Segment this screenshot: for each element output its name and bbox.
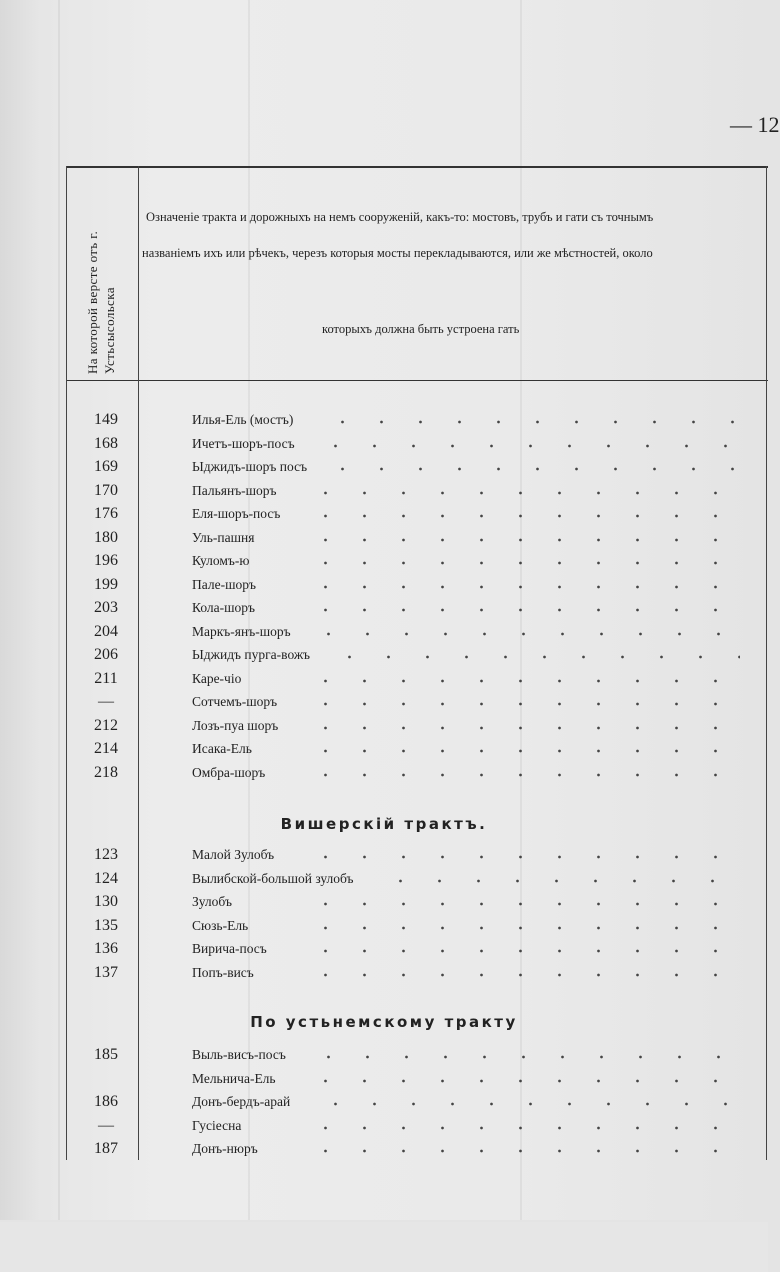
structure-name-cell: Уль-пашня xyxy=(192,529,255,545)
verst-cell: 214 xyxy=(94,740,118,757)
dot-leader xyxy=(300,1142,740,1156)
dot-leader xyxy=(317,413,740,427)
section-ustnem-trakt-title: По устьнемскому тракту xyxy=(250,1013,518,1031)
structure-name-cell: Выль-висъ-посъ xyxy=(192,1047,286,1062)
dot-leader xyxy=(300,719,740,733)
verst-cell: 136 xyxy=(94,940,118,957)
structure-name-cell: Мельнича-Ель xyxy=(192,1070,276,1086)
page-margin xyxy=(0,1222,768,1272)
table-row xyxy=(0,892,768,915)
dot-leader xyxy=(300,531,740,545)
verst-cell: 176 xyxy=(94,505,118,522)
verst-cell: 186 xyxy=(94,1093,118,1110)
table-top-rule xyxy=(66,166,768,168)
verst-cell: 123 xyxy=(94,846,118,863)
dot-leader xyxy=(300,742,740,756)
structure-name-cell: Кола-шоръ xyxy=(192,600,256,615)
table-header-rule xyxy=(66,380,768,381)
verst-cell: 212 xyxy=(94,716,118,734)
dot-leader xyxy=(375,872,740,886)
dot-leader xyxy=(300,766,740,780)
dot-leader xyxy=(300,672,740,686)
dot-leader xyxy=(300,507,740,521)
verst-column-header-text: На которой версте отъ г. Устьсысольска xyxy=(85,230,117,374)
table-row xyxy=(0,457,768,480)
verst-cell: 169 xyxy=(94,458,118,475)
structure-name-cell: Донъ-нюръ xyxy=(192,1141,258,1156)
verst-column-header xyxy=(78,168,132,380)
table-row xyxy=(0,1092,768,1115)
dot-leader xyxy=(310,437,740,451)
dot-leader xyxy=(324,648,740,662)
table-row xyxy=(0,598,768,621)
structure-name-cell: Ыджидъ-шоръ посъ xyxy=(192,459,308,474)
structure-name-cell: Куломъ-ю xyxy=(192,553,250,568)
table-row xyxy=(0,528,768,551)
structure-name-cell: Зулобъ xyxy=(192,894,232,909)
structure-name-cell: Пале-шоръ xyxy=(192,576,256,592)
structure-name-cell: Лозъ-пуа шоръ xyxy=(192,717,279,733)
dot-leader xyxy=(303,1048,740,1062)
dot-leader xyxy=(300,848,740,862)
dot-leader xyxy=(300,554,740,568)
structure-name-cell: Ыджидъ пурга-вожъ xyxy=(192,647,310,662)
verst-cell: 170 xyxy=(94,481,118,499)
page-number: — 12 xyxy=(730,112,780,137)
table-row xyxy=(0,939,768,962)
structure-name-cell: Донъ-бердъ-арай xyxy=(192,1094,291,1109)
structure-name-cell: Вирича-посъ xyxy=(192,941,267,956)
verst-cell: 204 xyxy=(94,622,118,640)
header-line-3: которыхъ должна быть устроена гать xyxy=(322,322,520,336)
structure-name-cell: Каре-чіо xyxy=(192,670,242,686)
dot-leader xyxy=(300,919,740,933)
table-row xyxy=(0,963,768,986)
structure-name-cell: Малой Зулобъ xyxy=(192,847,275,862)
header-line-1: Означеніе тракта и дорожныхъ на немъ сооруженій, какъ-то: мостовъ, трубъ и гати съ точнымъ xyxy=(146,210,654,224)
table-row xyxy=(0,845,768,868)
table-row xyxy=(0,1139,768,1162)
verst-cell: 203 xyxy=(94,599,118,616)
structure-name-cell: Илья-Ель (мостъ) xyxy=(192,412,294,427)
verst-cell: 206 xyxy=(94,646,118,663)
table-row xyxy=(0,481,768,504)
dot-leader xyxy=(300,1119,740,1133)
table-row xyxy=(0,434,768,457)
table-row xyxy=(0,1069,768,1092)
table-row xyxy=(0,869,768,892)
dot-leader xyxy=(300,484,740,498)
table-row xyxy=(0,504,768,527)
table-row xyxy=(0,645,768,668)
verst-cell: 196 xyxy=(94,552,118,569)
table-row xyxy=(0,1116,768,1139)
dot-leader xyxy=(300,578,740,592)
structure-name-cell: Ичетъ-шоръ-посъ xyxy=(192,435,295,451)
header-line-2: названіемъ ихъ или рѣчекъ, черезъ которыя мосты перекладываются, или же мѣстностей, около xyxy=(142,246,653,260)
table-row xyxy=(0,916,768,939)
dot-leader xyxy=(300,695,740,709)
verst-cell: 199 xyxy=(94,575,118,593)
table-row xyxy=(0,575,768,598)
verst-cell: 168 xyxy=(94,434,118,452)
verst-cell: 135 xyxy=(94,916,118,934)
verst-cell: 149 xyxy=(94,411,118,428)
structure-name-cell: Маркъ-янъ-шоръ xyxy=(192,623,291,639)
verst-cell: — xyxy=(98,693,114,710)
verst-cell: 185 xyxy=(94,1046,118,1063)
dot-leader xyxy=(300,601,740,615)
table-row xyxy=(0,1045,768,1068)
verst-cell: 218 xyxy=(94,763,118,781)
dot-leader xyxy=(317,460,740,474)
table-row xyxy=(0,551,768,574)
structure-name-cell: Сотчемъ-шоръ xyxy=(192,694,278,709)
structure-name-cell: Пальянъ-шоръ xyxy=(192,482,277,498)
dot-leader xyxy=(300,1072,740,1086)
verst-cell: 180 xyxy=(94,528,118,546)
dot-leader xyxy=(300,942,740,956)
table-row xyxy=(0,669,768,692)
table-row xyxy=(0,763,768,786)
dot-leader xyxy=(303,625,740,639)
structure-name-cell: Сюзь-Ель xyxy=(192,917,249,933)
table-row xyxy=(0,716,768,739)
verst-cell: 211 xyxy=(94,669,118,687)
table-row xyxy=(0,692,768,715)
verst-cell: 187 xyxy=(94,1140,118,1157)
verst-cell: 124 xyxy=(94,869,118,887)
structure-name-cell: Попъ-висъ xyxy=(192,964,254,980)
verst-cell: 130 xyxy=(94,893,118,910)
dot-leader xyxy=(300,966,740,980)
structure-name-cell: Омбра-шоръ xyxy=(192,764,266,780)
dot-leader xyxy=(300,895,740,909)
verst-cell: — xyxy=(98,1116,114,1134)
structure-name-cell: Гусіесна xyxy=(192,1117,242,1133)
verst-cell: 137 xyxy=(94,963,118,981)
section-visher-trakt-title: Вишерскій трактъ. xyxy=(280,815,488,833)
dot-leader xyxy=(310,1095,740,1109)
table-row xyxy=(0,739,768,762)
table-row xyxy=(0,410,768,433)
table-row xyxy=(0,622,768,645)
structure-name-cell: Исака-Ель xyxy=(192,741,252,756)
structure-name-cell: Еля-шоръ-посъ xyxy=(192,506,281,521)
structure-name-cell: Вылибской-большой зулобъ xyxy=(192,870,354,886)
